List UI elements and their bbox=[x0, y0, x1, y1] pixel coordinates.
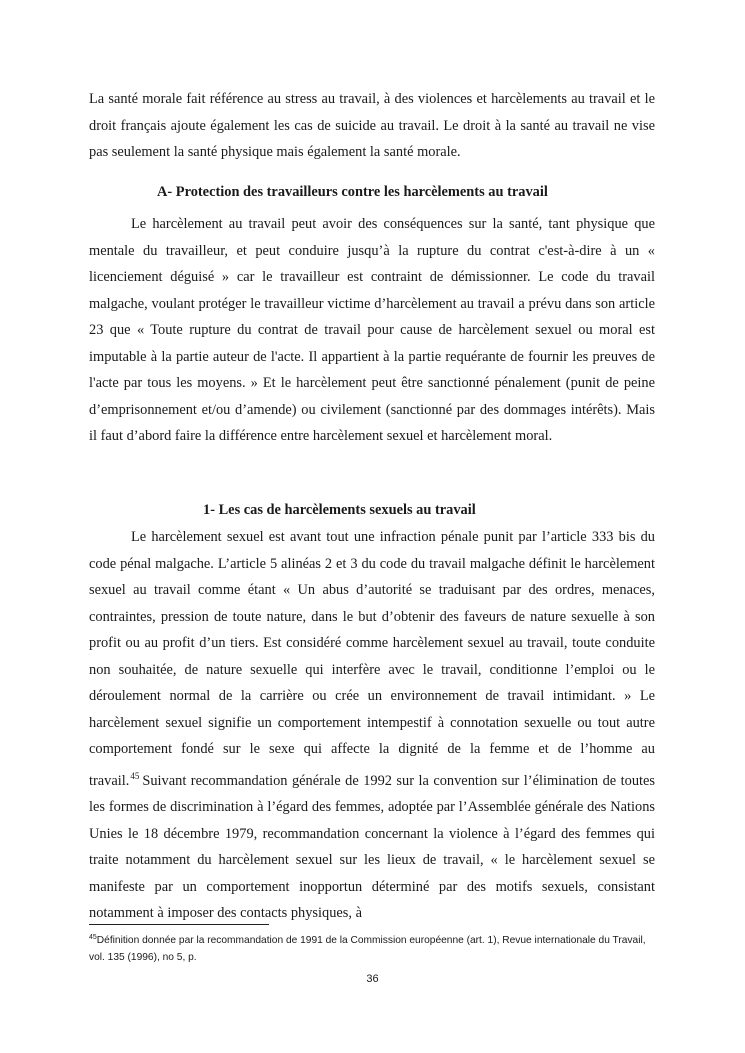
section-1-paragraph bbox=[89, 524, 655, 927]
footnote-text: Définition donnée par la recommandation de 1991 de la Commission européenne (art. 1), Revue internationale du Travail, vol. 135 (1996), no 5, p. bbox=[89, 935, 646, 963]
section-1-paragraph-part1: Le harcèlement sexuel est avant tout une infraction pénale punit par l’article 333 bis du code pénal malgache. L’article 5 alinéas 2 et 3 du code du travail malgache définit le harcèlement sexuel au travail comme étant « Un abus d’autorité se traduisant par des ordres, menaces, contraintes, pression de toute nature, dans le but d’obtenir des faveurs de nature sexuelle à son profit ou au profit d’un tiers. Est considéré comme harcèlement sexuel au travail, toute conduite non souhaitée, de nature sexuelle qui interfère avec le travail, conditionne l’emploi ou le déroulement normal de la carrière ou crée un environnement de travail intimidant. » Le harcèlement sexuel signifie un comportement intempestif à connotation sexuelle ou tout autre comportement fondé sur le sexe qui affecte la dignité de la femme et de l’homme au travail. bbox=[89, 529, 655, 789]
section-1-heading: 1- Les cas de harcèlements sexuels au travail bbox=[203, 502, 476, 518]
footnote-reference[interactable]: 45 bbox=[130, 770, 140, 781]
section-a-paragraph: Le harcèlement au travail peut avoir des conséquences sur la santé, tant physique que mentale du travailleur, et peut conduire jusqu’à la rupture du contrat c'est-à-dire à un « licenciement déguisé » car le travailleur est contraint de démissionner. Le code du travail malgache, voulant protéger le travailleur victime d’harcèlement au travail a prévu dans son article 23 que « Toute rupture du contrat de travail pour cause de harcèlement sexuel ou moral est imputable à la partie auteur de l'acte. Il appartient à la partie requérante de fournir les preuves de l'acte par tous les moyens. » Et le harcèlement peut être sanctionné pénalement (punit de peine d’emprisonnement et/ou d’amende) ou civilement (sanctionné par des dommages intérêts). Mais il faut d’abord faire la différence entre harcèlement sexuel et harcèlement moral. bbox=[89, 216, 655, 444]
page-number: 36 bbox=[366, 973, 379, 985]
footnote bbox=[89, 929, 649, 966]
section-a-heading: A- Protection des travailleurs contre les harcèlements au travail bbox=[157, 184, 548, 200]
footnote-number: 45 bbox=[89, 934, 97, 941]
footnote-separator bbox=[89, 924, 269, 925]
section-1-paragraph-part2: Suivant recommandation générale de 1992 sur la convention sur l’élimination de toutes les formes de discrimination à l’égard des femmes, adoptée par l’Assemblée générale des Nations Unies le 18 décembre 1979, recommandation concernant la violence à l’égard des femmes qui traite notamment du harcèlement sexuel sur les lieux de travail, « le harcèlement sexuel se manifeste par un comportement inopportun déterminé par des motifs sexuels, consistant notamment à imposer des contacts physiques, à bbox=[89, 772, 655, 921]
intro-paragraph: La santé morale fait référence au stress au travail, à des violences et harcèlements au travail et le droit français ajoute également les cas de suicide au travail. Le droit à la santé au travail ne vise pas seulement la santé physique mais également la santé morale. bbox=[89, 91, 655, 160]
